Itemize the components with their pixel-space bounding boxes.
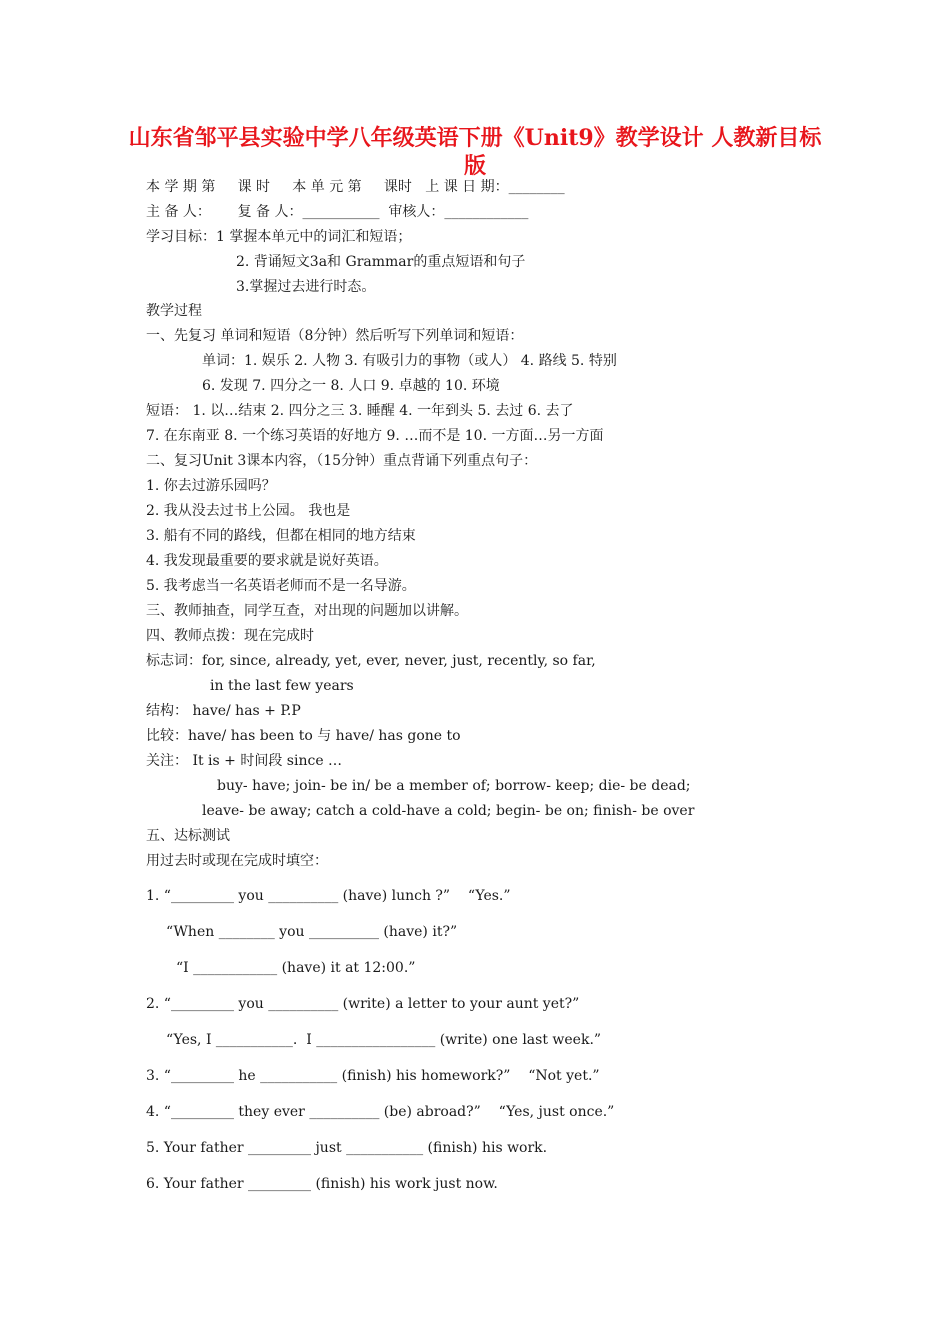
preparer-line: 主 备 人： 复 备 人：___________ 审核人：____________ (146, 204, 529, 220)
section-5-heading: 五、达标测试 (146, 828, 230, 844)
verbs-line-2: leave- be away; catch a cold-have a cold; begin- be on; finish- be over (202, 803, 695, 819)
sentence-1: 1. 你去过游乐园吗？ (146, 478, 276, 494)
lesson-info-line: 本 学 期 第 课 时 本 单 元 第 课时 上 课 日 期：________ (146, 179, 565, 195)
compare-line: 比较：have/ has been to 与 have/ has gone to (146, 728, 461, 744)
markers-line-2: in the last few years (210, 678, 354, 694)
phrases-line-1: 短语： 1. 以…结束 2. 四分之三 3. 睡醒 4. 一年到头 5. 去过 6. 去了 (146, 403, 574, 419)
markers-line-1: 标志词：for, since, already, yet, ever, never, just, recently, so far, (146, 653, 596, 669)
exercise-5: 5. Your father _________ just ___________ (finish) his work. (146, 1140, 548, 1156)
exercise-4: 4. “_________ they ever __________ (be) abroad?” “Yes, just once.” (146, 1104, 615, 1120)
exercise-2b: “Yes, I ___________. I _________________ (write) one last week.” (166, 1032, 602, 1048)
phrases-line-2: 7. 在东南亚 8. 一个练习英语的好地方 9. …而不是 10. 一方面…另一方面 (146, 428, 604, 444)
verbs-line-1: buy- have; join- be in/ be a member of; borrow- keep; die- be dead; (217, 778, 691, 794)
objective-2: 2. 背诵短文3a和 Grammar的重点短语和句子 (236, 254, 526, 270)
section-3-heading: 三、教师抽查，同学互查，对出现的问题加以讲解。 (146, 603, 468, 619)
words-line-2: 6. 发现 7. 四分之一 8. 人口 9. 卓越的 10. 环境 (202, 378, 500, 394)
sentence-2: 2. 我从没去过书上公园。 我也是 (146, 503, 351, 519)
process-heading: 教学过程 (146, 303, 202, 319)
exercise-2a: 2. “_________ you __________ (write) a letter to your aunt yet?” (146, 996, 580, 1012)
objective-1: 学习目标：1 掌握本单元中的词汇和短语； (146, 229, 412, 245)
sentence-3: 3. 船有不同的路线，但都在相同的地方结束 (146, 528, 416, 544)
section-1-heading: 一、先复习 单词和短语（8分钟）然后听写下列单词和短语： (146, 328, 524, 344)
section-4-heading: 四、教师点拨：现在完成时 (146, 628, 314, 644)
exercise-6: 6. Your father _________ (finish) his work just now. (146, 1176, 498, 1192)
sentence-5: 5. 我考虑当一名英语老师而不是一名导游。 (146, 578, 416, 594)
structure-line: 结构： have/ has + P.P (146, 703, 301, 719)
exercise-1c: “I ____________ (have) it at 12:00.” (176, 960, 416, 976)
note-line: 关注： It is + 时间段 since … (146, 753, 343, 769)
sentence-4: 4. 我发现最重要的要求就是说好英语。 (146, 553, 388, 569)
exercise-1b: “When ________ you __________ (have) it?” (166, 924, 458, 940)
document-title: 山东省邹平县实验中学八年级英语下册《Unit9》教学设计 人教新目标版 (128, 125, 822, 179)
words-line-1: 单词：1. 娱乐 2. 人物 3. 有吸引力的事物（或人） 4. 路线 5. 特别 (202, 353, 617, 369)
exercise-1a: 1. “_________ you __________ (have) lunch ?” “Yes.” (146, 888, 511, 904)
objective-3: 3.掌握过去进行时态。 (236, 279, 376, 295)
section-2-heading: 二、复习Unit 3课本内容，（15分钟）重点背诵下列重点句子： (146, 453, 538, 469)
exercise-3: 3. “_________ he ___________ (finish) his homework?” “Not yet.” (146, 1068, 600, 1084)
exercise-instruction: 用过去时或现在完成时填空： (146, 853, 328, 869)
